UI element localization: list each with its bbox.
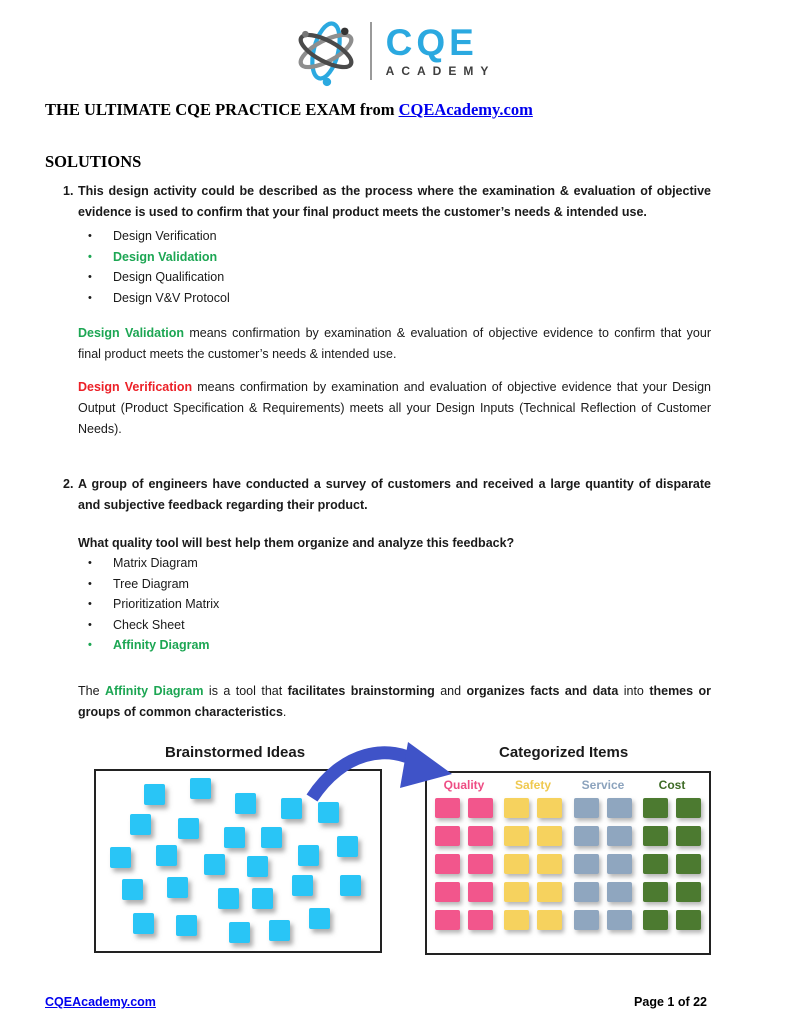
bullet-icon: • xyxy=(88,618,92,631)
sticky-note xyxy=(340,875,361,896)
sticky-note xyxy=(176,915,197,936)
text-segment: means confirmation by examination & evaluation of objective evidence to confirm that your final product meets the customer’s needs & intended use. xyxy=(78,326,712,361)
sticky-note xyxy=(574,826,599,846)
sticky-note xyxy=(468,798,493,818)
text-segment: Affinity Diagram xyxy=(104,683,204,698)
sticky-note xyxy=(537,910,562,930)
sticky-note xyxy=(435,910,460,930)
title-text: THE ULTIMATE CQE PRACTICE EXAM from xyxy=(45,100,399,119)
sticky-note xyxy=(607,826,632,846)
sticky-note xyxy=(574,854,599,874)
categorized-items-title: Categorized Items xyxy=(499,744,629,761)
sticky-note xyxy=(676,826,701,846)
answer-option-label: Affinity Diagram xyxy=(113,638,210,652)
sticky-note xyxy=(643,910,668,930)
text-segment: facilitates brainstorming xyxy=(287,683,435,698)
sticky-note xyxy=(252,888,273,909)
category-label: Cost xyxy=(658,778,686,792)
atom-logo-icon xyxy=(296,13,356,89)
sticky-note xyxy=(298,845,319,866)
sticky-note xyxy=(504,910,529,930)
category-service xyxy=(574,778,632,930)
answer-option-label: Prioritization Matrix xyxy=(113,597,220,611)
page-number: Page 1 of 22 xyxy=(634,995,707,1009)
cqeacademy-title-link[interactable]: CQEAcademy.com xyxy=(398,100,533,119)
logo-subtitle-text: ACADEMY xyxy=(385,63,496,78)
sticky-note xyxy=(574,798,599,818)
sticky-note xyxy=(468,910,493,930)
category-safety xyxy=(504,778,562,930)
sticky-note xyxy=(643,798,668,818)
sticky-note xyxy=(110,847,131,868)
footer-link[interactable]: CQEAcademy.com xyxy=(45,995,156,1009)
text-segment: into xyxy=(618,683,650,698)
text-segment: Design Verification xyxy=(78,380,193,394)
answer-option xyxy=(88,267,791,288)
question-1 xyxy=(63,181,711,223)
sticky-note xyxy=(269,920,290,941)
logo-text xyxy=(385,21,496,78)
text-segment: means confirmation by examination and evaluation of objective evidence that your Design Output (Product Specification & Requirements) meets all your Design Inputs (Technical Reflection of Customer Needs). xyxy=(78,380,711,436)
bullet-icon: • xyxy=(88,557,92,569)
answer-option-label: Design Verification xyxy=(113,229,217,243)
answer-option xyxy=(88,574,791,595)
sticky-note xyxy=(574,882,599,902)
sticky-note xyxy=(504,854,529,874)
categorized-box xyxy=(425,771,711,955)
sticky-note xyxy=(178,818,199,839)
category-grid xyxy=(504,798,562,930)
sticky-note xyxy=(292,875,313,896)
bullet-icon: • xyxy=(88,271,92,283)
sticky-note xyxy=(468,854,493,874)
answer-option xyxy=(88,226,791,247)
sticky-note xyxy=(235,793,256,814)
sticky-note xyxy=(435,854,460,874)
sticky-note xyxy=(607,910,632,930)
sticky-note xyxy=(133,913,154,934)
bullet-icon: • xyxy=(88,250,92,263)
sticky-note xyxy=(229,922,250,943)
sticky-note xyxy=(537,826,562,846)
bullet-icon: • xyxy=(88,639,92,651)
category-grid xyxy=(574,798,632,930)
sticky-note xyxy=(435,826,460,846)
text-segment: themes or groups of common characteristics xyxy=(78,683,712,719)
sticky-note xyxy=(676,910,701,930)
affinity-diagram-figure xyxy=(0,740,791,962)
sticky-note xyxy=(435,882,460,902)
bullet-icon: • xyxy=(88,598,92,610)
sticky-note xyxy=(643,882,668,902)
logo-brand-text: CQE xyxy=(385,21,478,63)
sticky-note xyxy=(537,798,562,818)
category-label: Quality xyxy=(443,778,485,792)
bullet-icon: • xyxy=(88,230,92,242)
sticky-note xyxy=(122,879,143,900)
question-2 xyxy=(63,474,711,516)
sticky-note xyxy=(261,827,282,848)
sticky-note xyxy=(167,877,188,898)
answer-option xyxy=(88,288,791,309)
answer-option-label: Tree Diagram xyxy=(113,576,189,591)
page-title xyxy=(45,100,791,120)
solutions-heading: SOLUTIONS xyxy=(45,152,142,171)
answer-option-label: Design Validation xyxy=(113,249,218,264)
category-cost xyxy=(643,778,701,930)
question-2-text: A group of engineers have conducted a survey of customers and received a large quantity of disparate and subjective feedback regarding their product. xyxy=(78,477,711,512)
sticky-note xyxy=(537,854,562,874)
sticky-note xyxy=(281,798,302,819)
text-segment: Design Validation xyxy=(78,326,185,340)
category-label: Safety xyxy=(514,778,552,792)
sticky-note xyxy=(130,814,151,835)
sticky-note xyxy=(504,826,529,846)
sticky-note xyxy=(144,784,165,805)
logo-divider xyxy=(370,22,372,80)
answer-option xyxy=(88,553,791,574)
answer-option-label: Design Qualification xyxy=(113,270,225,284)
sticky-note xyxy=(607,854,632,874)
sticky-note xyxy=(156,845,177,866)
answer-option xyxy=(88,615,791,636)
category-grid xyxy=(435,798,493,930)
sticky-note xyxy=(224,827,245,848)
explanation-verification xyxy=(78,377,711,440)
answer-option-correct xyxy=(88,247,791,268)
cqe-logo xyxy=(0,0,791,90)
sticky-note xyxy=(337,836,358,857)
sticky-note xyxy=(607,882,632,902)
category-label: Service xyxy=(581,778,625,792)
text-segment: and xyxy=(434,683,467,698)
sticky-note xyxy=(643,854,668,874)
brainstormed-ideas-title: Brainstormed Ideas xyxy=(165,744,306,761)
sticky-note xyxy=(204,854,225,875)
sticky-note xyxy=(676,798,701,818)
question-2-sub-question: What quality tool will best help them organize and analyze this feedback? xyxy=(78,536,515,550)
bullet-icon: • xyxy=(88,291,92,304)
bullet-icon: • xyxy=(88,577,92,590)
sticky-note xyxy=(574,910,599,930)
category-grid xyxy=(643,798,701,930)
answer-option xyxy=(88,594,791,615)
answer-options-q2 xyxy=(88,553,791,656)
question-2-number: 2. xyxy=(63,477,74,491)
question-1-number: 1. xyxy=(63,184,74,198)
sticky-note xyxy=(504,798,529,818)
sticky-note xyxy=(607,798,632,818)
answer-options-q1 xyxy=(88,226,791,308)
sticky-note xyxy=(537,882,562,902)
text-segment: . xyxy=(282,704,287,719)
sticky-note xyxy=(190,778,211,799)
sticky-note xyxy=(309,908,330,929)
question-1-text: This design activity could be described as the process where the examination & evaluation of objective evidence is used to confirm that your final product meets the customer’s needs & intended use. xyxy=(78,184,711,219)
sticky-note xyxy=(468,882,493,902)
answer-option-correct xyxy=(88,635,791,656)
answer-option-label: Design V&V Protocol xyxy=(113,290,230,305)
sticky-note xyxy=(643,826,668,846)
sticky-note xyxy=(504,882,529,902)
explanation-validation xyxy=(78,323,711,365)
text-segment: is a tool that xyxy=(203,683,288,698)
sticky-note xyxy=(218,888,239,909)
text-segment: The xyxy=(78,683,105,698)
sticky-note xyxy=(247,856,268,877)
explanation-affinity xyxy=(78,681,711,723)
sticky-note xyxy=(676,882,701,902)
text-segment: organizes facts and data xyxy=(466,683,619,698)
sticky-note xyxy=(676,854,701,874)
curved-arrow-icon xyxy=(300,740,458,806)
sticky-note xyxy=(468,826,493,846)
answer-option-label: Matrix Diagram xyxy=(113,556,198,570)
answer-option-label: Check Sheet xyxy=(113,617,185,632)
